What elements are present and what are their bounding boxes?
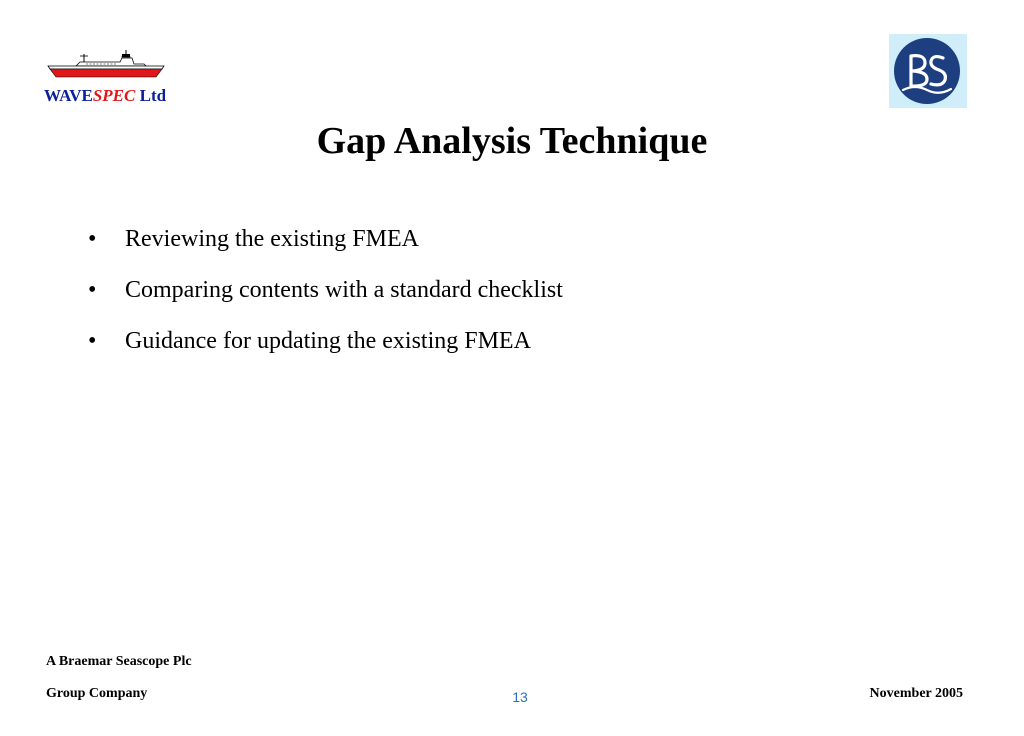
- footer-company-line1: A Braemar Seascope Plc: [46, 654, 192, 669]
- bullet-item: [88, 273, 563, 307]
- bullet-text: Reviewing the existing FMEA: [125, 226, 419, 252]
- brand-name: [44, 86, 166, 106]
- slide-title: Gap Analysis Technique: [316, 120, 708, 162]
- bullet-text: Guidance for updating the existing FMEA: [125, 328, 531, 354]
- bullet-marker: •: [88, 277, 97, 303]
- bullet-item: [88, 324, 563, 358]
- bullet-marker: •: [88, 328, 97, 354]
- bs-monogram-logo: [889, 34, 967, 108]
- brand-spec-text: SPEC: [92, 86, 136, 105]
- brand-wave-text: WAVE: [44, 86, 93, 105]
- ship-icon: [46, 44, 166, 80]
- bullet-list: [88, 222, 563, 375]
- bullet-item: [88, 222, 563, 256]
- page-number: 13: [512, 689, 528, 705]
- bullet-marker: •: [88, 226, 97, 252]
- footer-company-line2: Group Company: [46, 686, 148, 701]
- bullet-text: Comparing contents with a standard checklist: [125, 277, 563, 303]
- footer-date: November 2005: [869, 686, 963, 701]
- brand-ltd-text: Ltd: [135, 86, 167, 105]
